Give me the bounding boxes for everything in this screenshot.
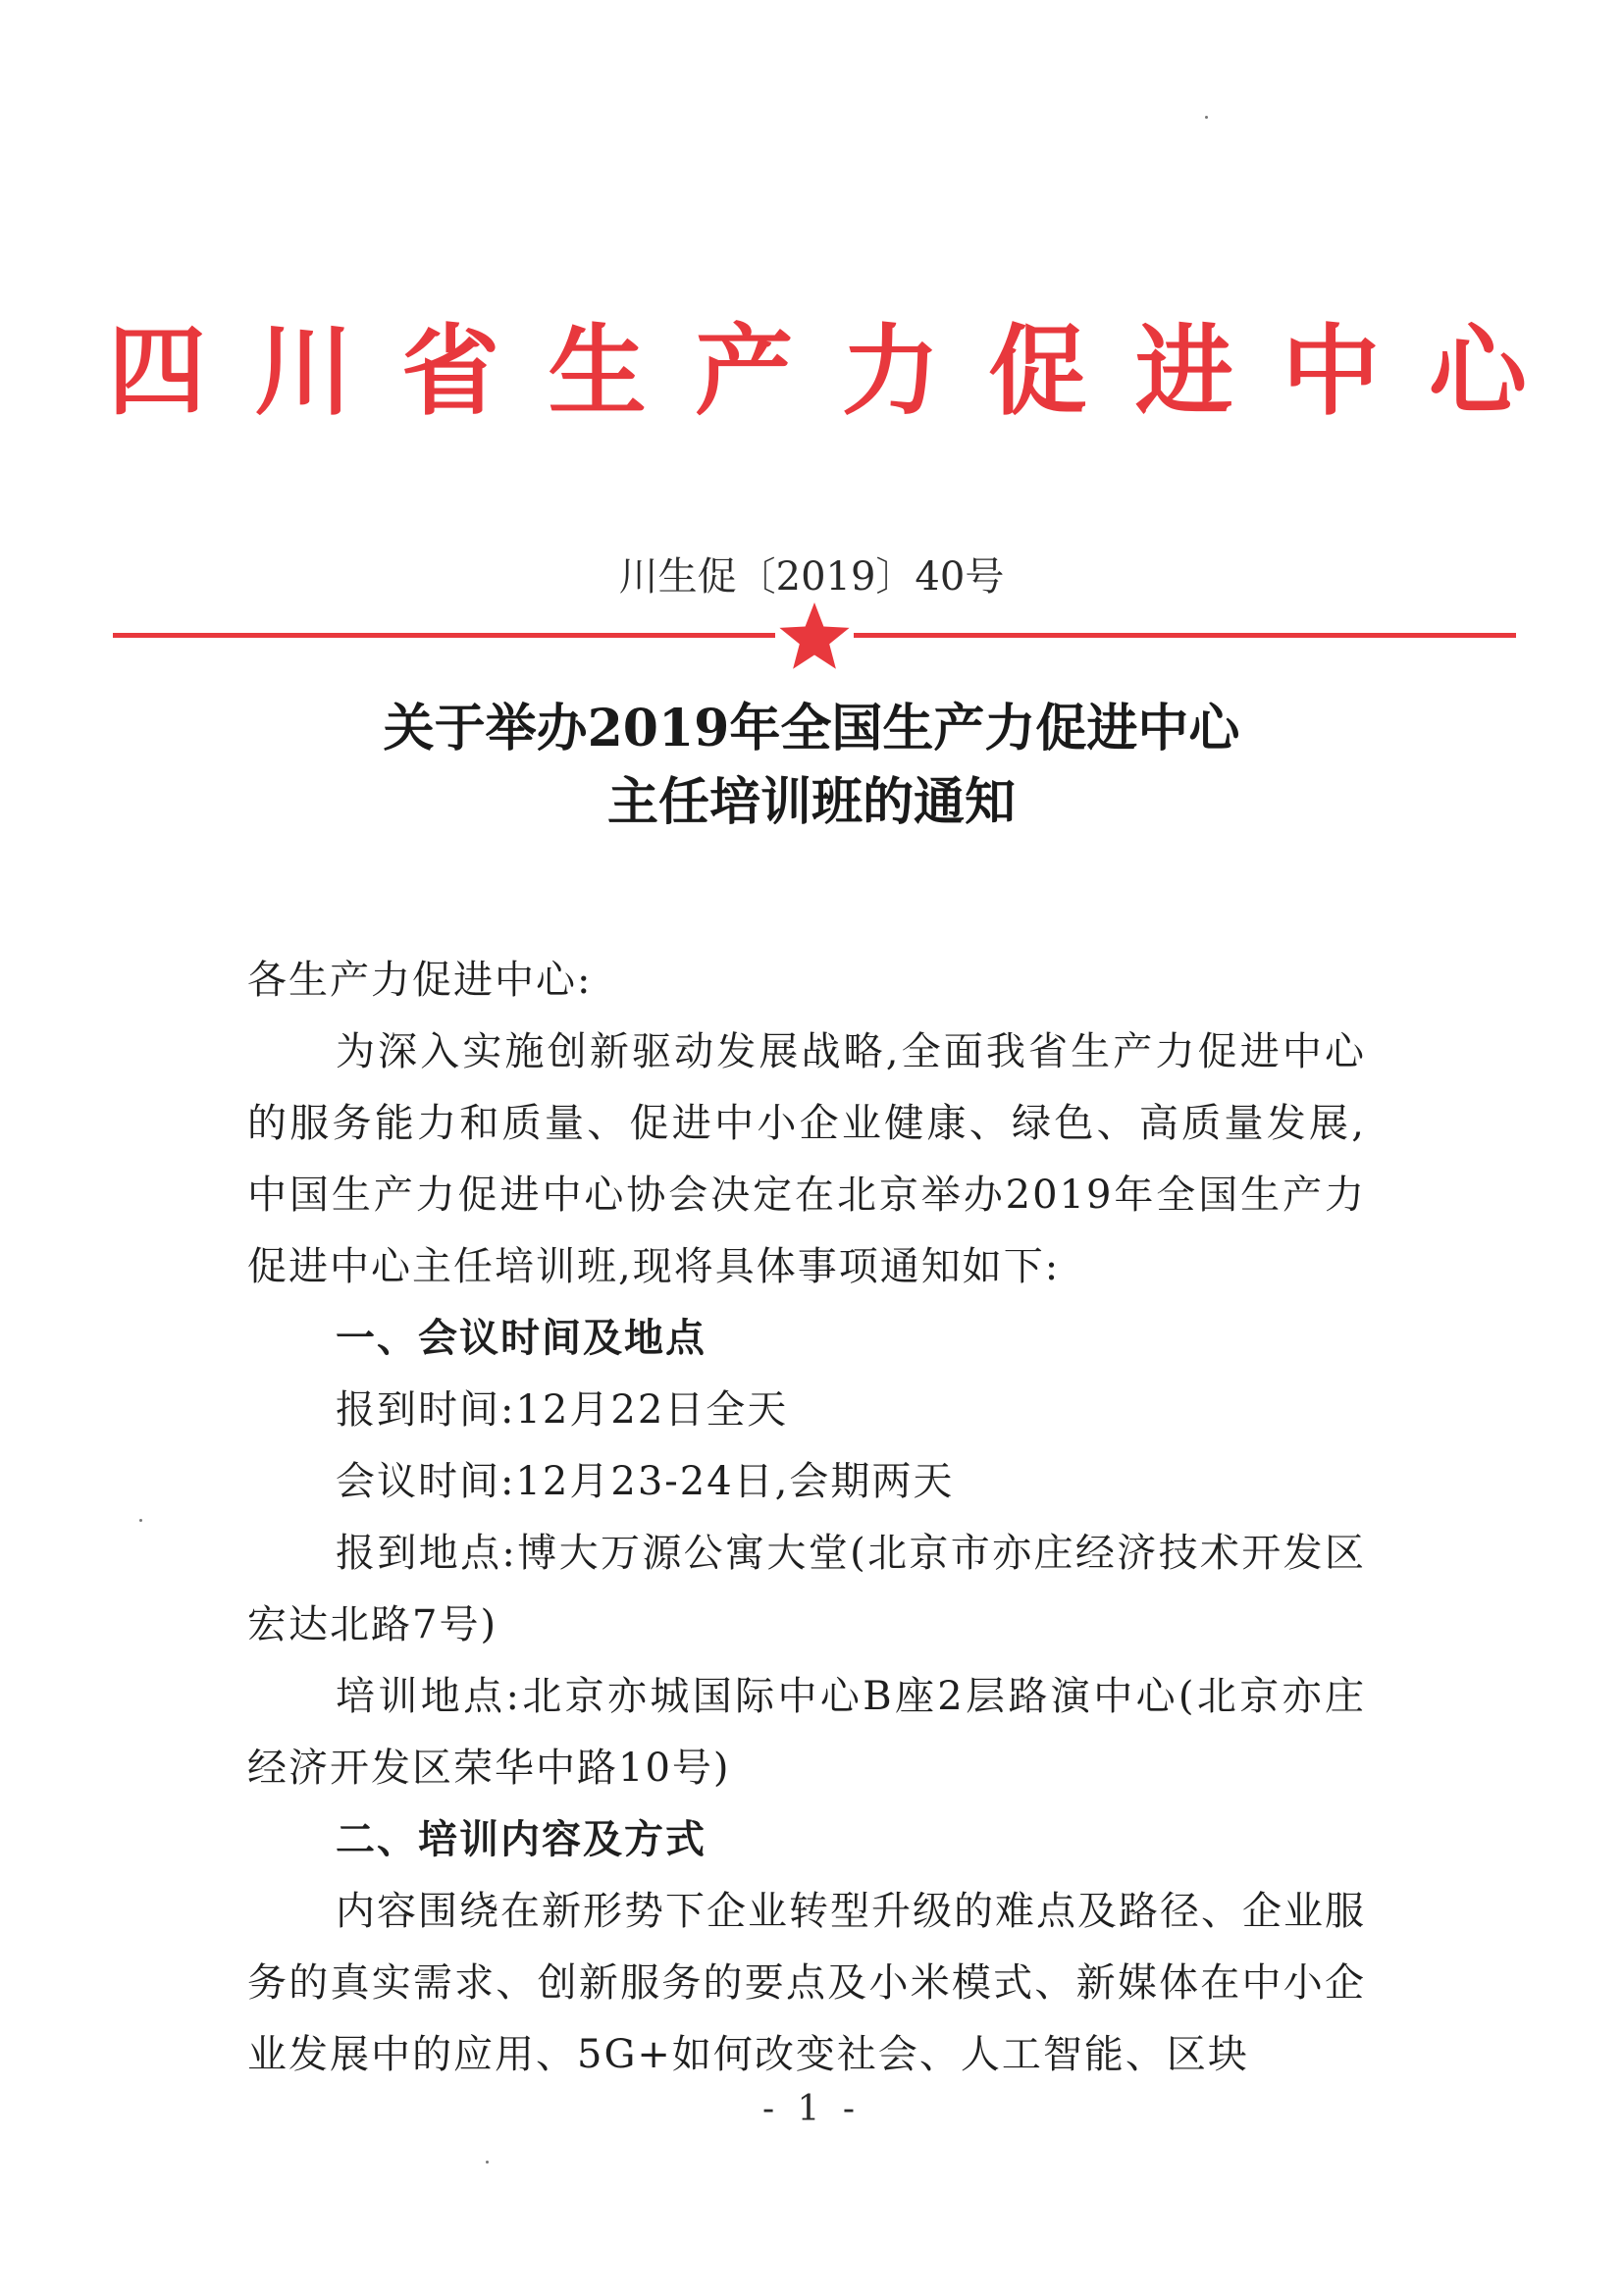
page-number: - 1 - bbox=[761, 2089, 862, 2129]
notice-title-line-1: 关于举办2019年全国生产力促进中心 bbox=[383, 699, 1240, 758]
organization-letterhead: 四川省生产力促进中心 bbox=[108, 313, 1531, 429]
section-heading-time-location: 一、会议时间及地点 bbox=[336, 1316, 707, 1361]
meeting-time: 会议时间:12月23-24日,会期两天 bbox=[336, 1459, 955, 1504]
content-paragraph: 内容围绕在新形势下企业转型升级的难点及路径、企业服务的真实需求、创新服务的要点及小米模式、新媒体在中小企业发展中的应用、5G+如何改变社会、人工智能、区块 bbox=[247, 1889, 1366, 2077]
registration-location: 报到地点:博大万源公寓大堂(北京市亦庄经济技术开发区宏达北路7号) bbox=[247, 1531, 1366, 1647]
notice-title-line-2: 主任培训班的通知 bbox=[606, 772, 1016, 832]
scan-speck bbox=[1205, 116, 1208, 119]
scan-speck bbox=[486, 2161, 489, 2164]
training-location: 培训地点:北京亦城国际中心B座2层路演中心(北京亦庄经济开发区荣华中路10号) bbox=[247, 1674, 1366, 1791]
red-divider-right bbox=[854, 633, 1516, 638]
scan-speck bbox=[139, 1519, 142, 1522]
red-star-icon bbox=[775, 600, 854, 669]
section-heading-content-method: 二、培训内容及方式 bbox=[336, 1817, 707, 1862]
notice-title bbox=[0, 692, 1623, 839]
document-number: 川生促〔2019〕40号 bbox=[618, 554, 1005, 600]
registration-time: 报到时间:12月22日全天 bbox=[336, 1387, 789, 1433]
red-divider-left bbox=[113, 633, 775, 638]
salutation: 各生产力促进中心: bbox=[247, 958, 593, 1003]
notice-body bbox=[247, 945, 1366, 2091]
intro-paragraph: 为深入实施创新驱动发展战略,全面我省生产力促进中心的服务能力和质量、促进中小企业健康、绿色、高质量发展,中国生产力促进中心协会决定在北京举办2019年全国生产力促进中心主任培训班,现将具体事项通知如下: bbox=[247, 1029, 1366, 1289]
